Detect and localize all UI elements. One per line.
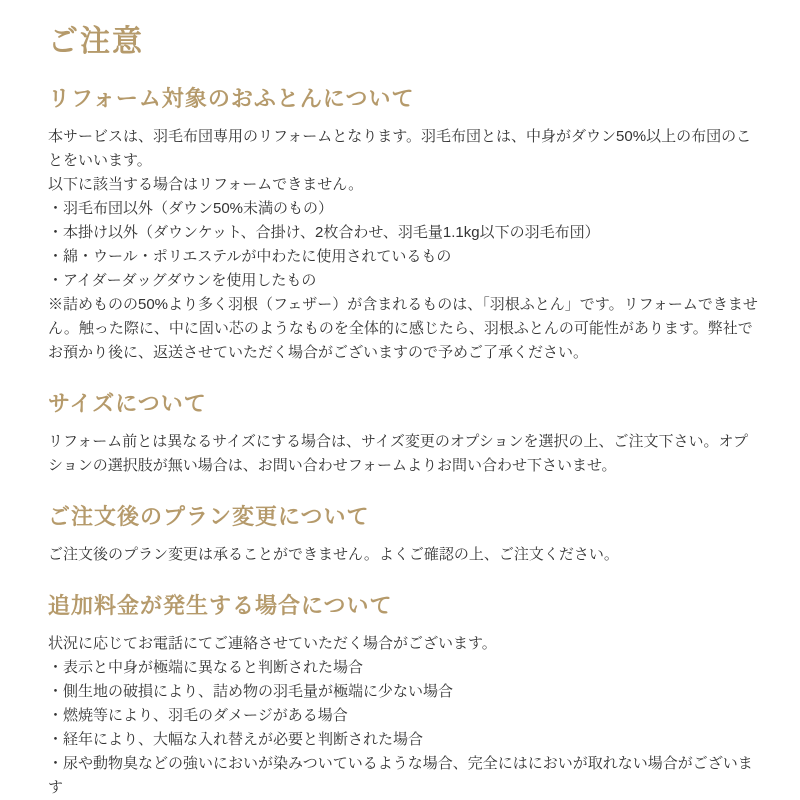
section-heading-extra-fee: 追加料金が発生する場合について xyxy=(48,593,393,618)
list-item: ・燃焼等により、羽毛のダメージがある場合 xyxy=(48,707,348,724)
list-item: ・尿や動物臭などの強いにおいが染みついているような場合、完全にはにおいが取れない場合がございます xyxy=(48,755,753,796)
section-reform-target xyxy=(48,85,760,365)
section-heading-plan-change: ご注文後のプラン変更について xyxy=(48,504,370,529)
page-title: ご注意 xyxy=(48,24,144,59)
paragraph: ご注文後のプラン変更は承ることができません。よくご確認の上、ご注文ください。 xyxy=(48,546,619,563)
section-heading-reform-target: リフォーム対象のおふとんについて xyxy=(48,86,415,111)
list-item: ・側生地の破損により、詰め物の羽毛量が極端に少ない場合 xyxy=(48,683,454,700)
list-item: ・表示と中身が極端に異なると判断された場合 xyxy=(48,659,364,676)
paragraph: 状況に応じてお電話にてご連絡させていただく場合がございます。 xyxy=(48,635,497,652)
paragraph: リフォーム前とは異なるサイズにする場合は、サイズ変更のオプションを選択の上、ご注文下さい。オプションの選択肢が無い場合は、お問い合わせフォームよりお問い合わせ下さいませ。 xyxy=(48,433,749,474)
section-size xyxy=(48,390,760,478)
list-item: ・アイダーダッグダウンを使用したもの xyxy=(48,272,317,289)
section-extra-fee xyxy=(48,592,760,800)
extra-fee-case-list xyxy=(48,656,760,800)
section-heading-size: サイズについて xyxy=(48,391,207,416)
section-plan-change xyxy=(48,503,760,567)
list-item: ・経年により、大幅な入れ替えが必要と判断された場合 xyxy=(48,731,424,748)
exclusion-list xyxy=(48,197,760,293)
list-item: ・綿・ウール・ポリエステルが中わたに使用されているもの xyxy=(48,248,452,265)
list-item: ・本掛け以外（ダウンケット、合掛け、2枚合わせ、羽毛量1.1kg以下の羽毛布団） xyxy=(48,224,600,241)
note-paragraph: ※詰めものの50%より多く羽根（フェザー）が含まれるものは、「羽根ふとん」です。リフォームできません。触った際に、中に固い芯のようなものを全体的に感じたら、羽根ふとんの可能性があります。弊社でお預かり後に、返送させていただく場合がございますので予めご了承ください。 xyxy=(48,296,758,361)
paragraph: 以下に該当する場合はリフォームできません。 xyxy=(48,176,364,193)
paragraph: 本サービスは、羽毛布団専用のリフォームとなります。羽毛布団とは、中身がダウン50%以上の布団のことをいいます。 xyxy=(48,128,752,169)
list-item: ・羽毛布団以外（ダウン50%未満のもの） xyxy=(48,200,334,217)
